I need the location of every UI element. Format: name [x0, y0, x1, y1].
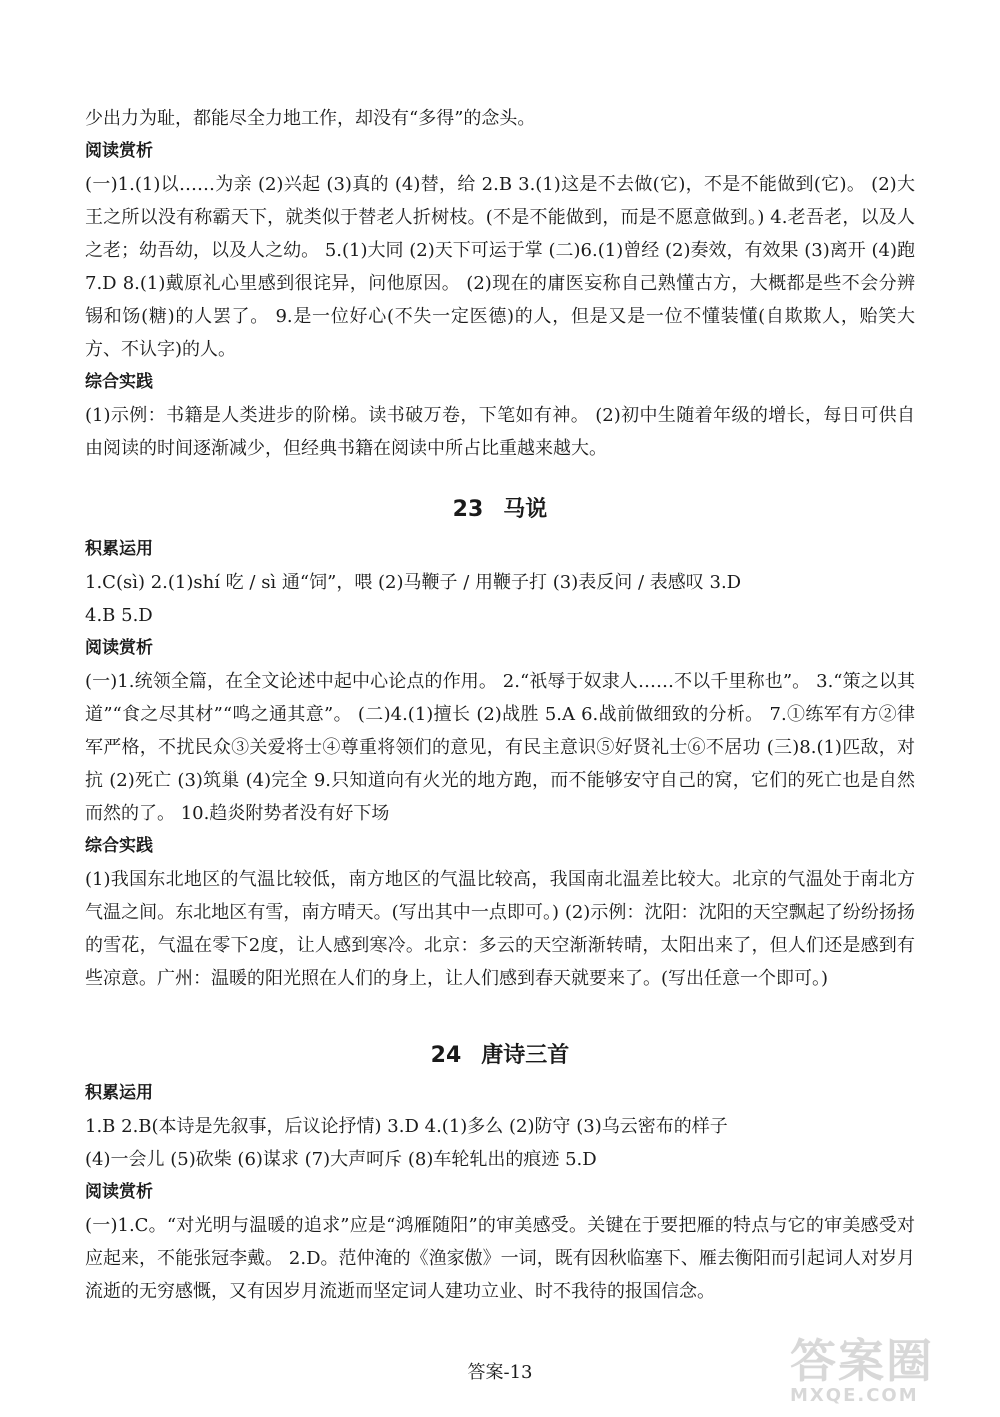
chapter-23-content	[85, 533, 915, 995]
chapter-24-content	[85, 1077, 915, 1308]
chapter-name: 马说	[503, 497, 548, 522]
chapter-number: 23	[452, 497, 484, 522]
heading-practice: 综合实践	[85, 836, 153, 856]
chapter-title-23	[0, 492, 1000, 523]
heading-reading: 阅读赏析	[85, 638, 153, 658]
chapter-name: 唐诗三首	[481, 1043, 570, 1068]
paragraph: (1)示例：书籍是人类进步的阶梯。读书破万卷，下笔如有神。 (2)初中生随着年级的增长，每日可供自由阅读的时间逐渐减少，但经典书籍在阅读中所占比重越来越大。	[85, 405, 915, 459]
paragraph: 1.C(sì) 2.(1)shí 吃 / sì 通“饲”，喂 (2)马鞭子 / 用鞭子打 (3)表反问 / 表感叹 3.D	[85, 572, 742, 593]
paragraph: (1)我国东北地区的气温比较低，南方地区的气温比较高，我国南北温差比较大。北京的气温处于南北方气温之间。东北地区有雪，南方晴天。(写出其中一点即可。) (2)示例：沈阳：沈阳的天空飘起了纷纷扬扬的雪花，气温在零下2度，让人感到寒冷。北京：多云的天空渐渐转晴，太阳出来了，但人们还是感到有些凉意。广州：温暖的阳光照在人们的身上，让人们感到春天就要来了。(写出任意一个即可。)	[85, 869, 915, 989]
paragraph: (4)一会儿 (5)砍柴 (6)谋求 (7)大声呵斥 (8)车轮轧出的痕迹 5.D	[85, 1149, 597, 1170]
heading-accumulation: 积累运用	[85, 539, 153, 559]
watermark-logo	[790, 1325, 980, 1405]
page-number: 答案-13	[467, 1362, 533, 1383]
heading-reading: 阅读赏析	[85, 141, 153, 161]
heading-practice: 综合实践	[85, 372, 153, 392]
paragraph: (一)1.统领全篇，在全文论述中起中心论点的作用。 2.“祇辱于奴隶人……不以千里称也”。 3.“策之以其道”“食之尽其材”“鸣之通其意”。 (二)4.(1)擅长 (2)战胜 5.A 6.战前做细致的分析。 7.①练军有方②律军严格，不扰民众③关爱将士④尊重将领们的意见，有民主意识⑤好贤礼士⑥不居功 (三)8.(1)匹敌，对抗 (2)死亡 (3)筑巢 (4)完全 9.只知道向有火光的地方跑，而不能够安守自己的窝，它们的死亡也是自然而然的了。 10.趋炎附势者没有好下场	[85, 671, 915, 824]
watermark-text: 答案圈	[790, 1334, 934, 1388]
paragraph: 少出力为耻，都能尽全力地工作，却没有“多得”的念头。	[85, 108, 536, 129]
watermark-url: MXQE.COM	[790, 1385, 919, 1406]
paragraph: (一)1.(1)以……为亲 (2)兴起 (3)真的 (4)替，给 2.B 3.(1)这是不去做(它)，不是不能做到(它)。 (2)大王之所以没有称霸天下，就类似于替老人折树枝。(不是不能做到，而是不愿意做到。) 4.老吾老，以及人之老；幼吾幼，以及人之幼。 5.(1)大同 (2)天下可运于掌 (二)6.(1)曾经 (2)奏效，有效果 (3)离开 (4)跑 7.D 8.(1)戴原礼心里感到很诧异，问他原因。 (2)现在的庸医妄称自己熟懂古方，大概都是些不会分辨锡和饧(糖)的人罢了。 9.是一位好心(不失一定医德)的人，但是又是一位不懂装懂(自欺欺人，贻笑大方、不认字)的人。	[85, 174, 915, 360]
paragraph: (一)1.C。“对光明与温暖的追求”应是“鸿雁随阳”的审美感受。关键在于要把雁的特点与它的审美感受对应起来，不能张冠李戴。 2.D。范仲淹的《渔家傲》一词，既有因秋临塞下、雁去衡阳而引起词人对岁月流逝的无穷感慨，又有因岁月流逝而坚定词人建功立业、时不我待的报国信念。	[85, 1215, 915, 1302]
heading-accumulation: 积累运用	[85, 1083, 153, 1103]
chapter-number: 24	[430, 1043, 462, 1068]
paragraph: 4.B 5.D	[85, 605, 153, 626]
paragraph: 1.B 2.B(本诗是先叙事，后议论抒情) 3.D 4.(1)多么 (2)防守 (3)乌云密布的样子	[85, 1116, 728, 1137]
section-continued	[85, 102, 915, 465]
heading-reading: 阅读赏析	[85, 1182, 153, 1202]
chapter-title-24	[0, 1038, 1000, 1069]
